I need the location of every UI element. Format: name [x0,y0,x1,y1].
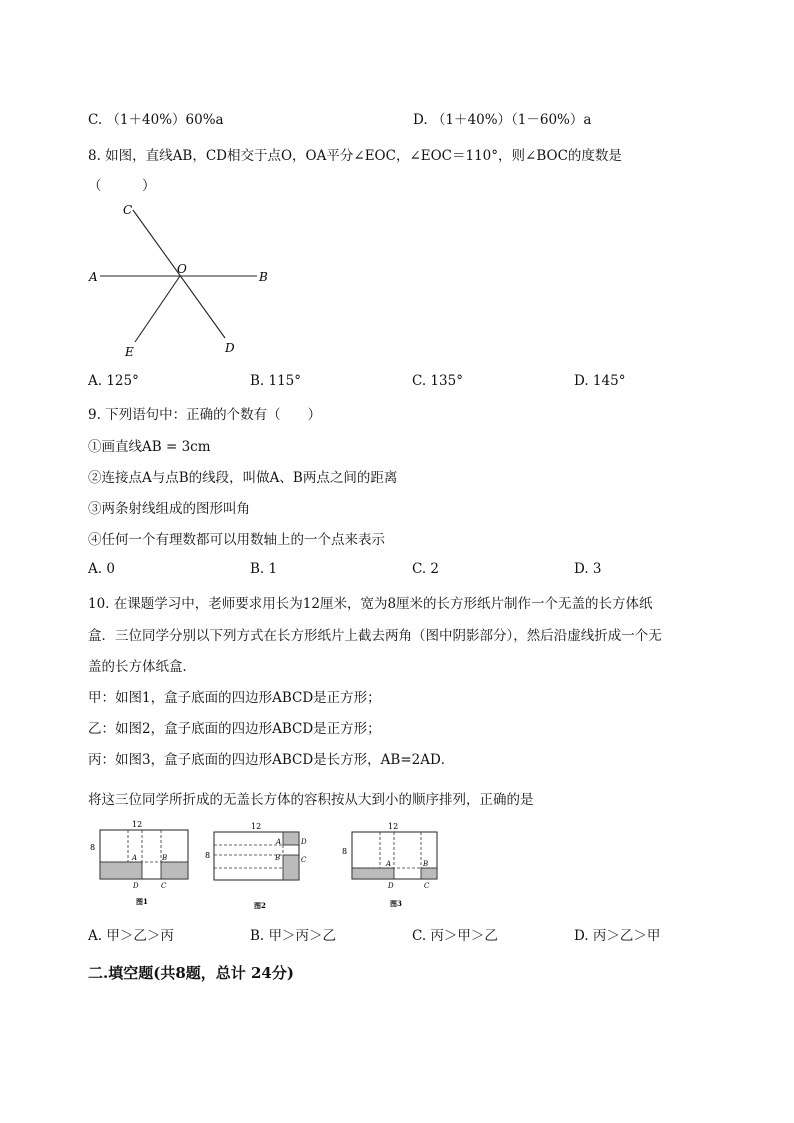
fig2-label-c: C [301,856,307,864]
q8-label-b: B [259,270,268,284]
fig3-height-label: 8 [342,847,348,856]
q8-label-a: A [89,270,98,284]
q10-figure-2 [204,816,322,916]
fig1-label-a: A [132,854,138,862]
fig2-width-label: 12 [251,822,262,831]
fig1-caption: 图1 [136,897,148,906]
q9-option-a: A. 0 [88,561,115,577]
q10-line-3: 盖的长方体纸盒． [88,659,196,675]
fig2-label-d: D [301,838,307,846]
fig3-label-c: C [424,882,430,890]
q8-label-o: O [177,262,187,276]
q10-figure-1 [86,816,196,912]
fig1-height-label: 8 [90,843,96,852]
q8-option-d: D. 145° [574,373,626,389]
q10-figure-3 [338,816,448,912]
q10-yi: 乙：如图2，盒子底面的四边形ABCD是正方形； [88,721,381,737]
q8-label-e: E [125,345,134,359]
q8-label-d: D [225,341,235,355]
q8-figure [85,198,285,363]
q9-option-c: C. 2 [412,561,440,577]
q10-line-1: 10. 在课题学习中，老师要求用长为12厘米，宽为8厘米的长方形纸片制作一个无盖的长方体纸 [88,596,653,612]
fig3-width-label: 12 [388,822,399,831]
q9-stem: 9. 下列语句中：正确的个数有（ ） [88,407,322,423]
fig3-caption: 图3 [390,899,402,908]
q10-jia: 甲：如图1，盒子底面的四边形ABCD是正方形； [88,690,381,706]
q9-option-b: B. 1 [250,561,278,577]
fig1-width-label: 12 [132,820,143,829]
q10-option-c: C. 丙＞甲＞乙 [412,928,498,944]
section-2-title: 二.填空题(共8题，总计 24分) [88,964,294,982]
fig3-label-a: A [386,860,392,868]
fig3-label-b: B [423,860,429,868]
fig1-label-d: D [133,882,139,890]
fig2-label-a: A [276,838,282,846]
q10-bing: 丙：如图3，盒子底面的四边形ABCD是长方形，AB=2AD． [88,752,455,768]
q10-line-2: 盒．三位同学分别以下列方式在长方形纸片上截去两角（图中阴影部分），然后沿虚线折成一个无 [88,628,662,644]
q9-item-4: ④任何一个有理数都可以用数轴上的一个点来表示 [88,532,385,548]
q8-option-a: A. 125° [88,373,139,389]
q10-option-d: D. 丙＞乙＞甲 [574,928,661,944]
q8-blank: （ ） [88,178,156,194]
fig2-height-label: 8 [205,851,211,860]
q9-item-2: ②连接点A与点B的线段，叫做A、B两点之间的距离 [88,470,398,486]
q10-option-b: B. 甲＞丙＞乙 [250,928,337,944]
q8-option-c: C. 135° [412,373,463,389]
fig1-label-b: B [162,854,168,862]
q8-option-b: B. 115° [250,373,302,389]
q10-option-a: A. 甲＞乙＞丙 [88,928,174,944]
fig3-label-d: D [388,882,394,890]
q9-item-1: ①画直线AB = 3cm [88,439,211,455]
q8-label-c: C [123,203,133,217]
q7-option-c: C. （1＋40%）60%a [88,112,224,128]
q7-option-d: D. （1＋40%）（1－60%）a [413,112,592,128]
q10-question: 将这三位同学所折成的无盖长方体的容积按从大到小的顺序排列，正确的是 [88,792,534,808]
q8-stem: 8. 如图，直线AB，CD相交于点O，OA平分∠EOC，∠EOC＝110°，则∠BOC的度数是 [88,148,622,164]
q9-item-3: ③两条射线组成的图形叫角 [88,501,250,517]
q9-option-d: D. 3 [574,561,602,577]
fig1-label-c: C [161,882,167,890]
fig2-caption: 图2 [254,901,266,910]
fig2-label-b: B [275,854,281,862]
